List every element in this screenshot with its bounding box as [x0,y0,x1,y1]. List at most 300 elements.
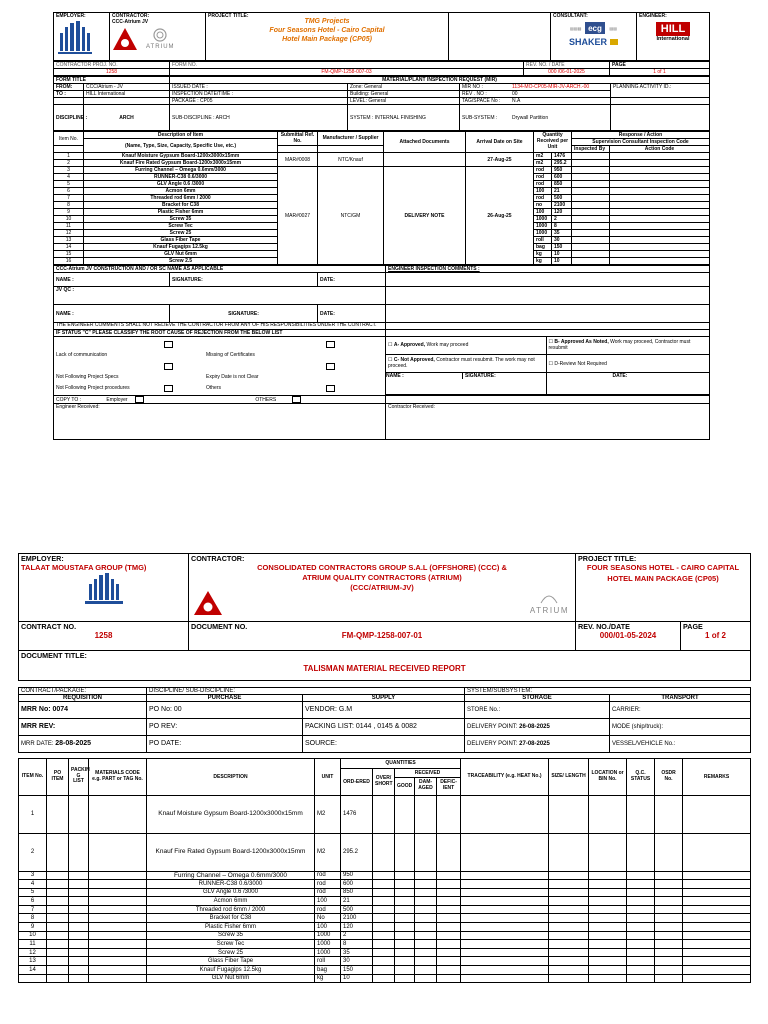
item-ordered: 600 [341,880,373,889]
empty-cell[interactable] [683,931,751,940]
empty-cell[interactable] [395,966,415,975]
item-description: Knauf Moisture Gypsum Board-1200x3000x15mm [147,795,315,833]
empty-cell[interactable] [395,914,415,923]
item-unit: 100 [315,923,341,932]
action-code-cell[interactable] [610,153,710,160]
empty-cell[interactable] [437,888,461,897]
empty-cell[interactable] [373,957,395,966]
item-unit: 1000 [534,216,552,223]
empty-cell[interactable] [627,940,655,949]
table-row [54,167,710,174]
empty-cell[interactable] [395,923,415,932]
empty-cell[interactable] [437,940,461,949]
item-description: Bracket for C38 [84,202,278,209]
empty-cell[interactable] [683,957,751,966]
item-unit: m2 [534,153,552,160]
inspected-by-cell[interactable] [572,258,610,265]
empty-cell[interactable] [437,795,461,833]
item-unit: roll [534,237,552,244]
empty-cell[interactable] [437,974,461,983]
empty-cell[interactable] [549,966,589,975]
item-unit: 1000 [534,223,552,230]
item-ordered: 2 [341,931,373,940]
attached-documents: DELIVERY NOTE [384,167,466,265]
empty-cell[interactable] [415,888,437,897]
empty-cell[interactable] [655,880,683,889]
empty-cell[interactable] [437,905,461,914]
empty-cell[interactable] [683,966,751,975]
item-quantity: 8 [552,223,572,230]
empty-cell[interactable] [437,948,461,957]
item-ordered: 120 [341,923,373,932]
empty-cell[interactable] [373,905,395,914]
empty-cell[interactable] [589,957,627,966]
empty-cell[interactable] [589,966,627,975]
inspected-by-cell[interactable] [572,244,610,251]
empty-cell[interactable] [415,957,437,966]
item-ordered: 850 [341,888,373,897]
item-no: 8 [19,914,47,923]
empty-cell[interactable] [437,957,461,966]
empty-cell[interactable] [549,888,589,897]
item-no: 3 [54,167,84,174]
empty-cell[interactable] [373,795,395,833]
form-title: MATERIAL/PLANT INSPECTION REQUEST (MIR) [170,77,710,84]
inspected-by-cell[interactable] [572,251,610,258]
item-no: 1 [54,153,84,160]
empty-cell[interactable] [373,931,395,940]
approval-status: ☐ A- Approved, Work may proceed ☐ B- Approved As Noted, Work may proceed, Contractor must resubmit ☐ C- Not Approved, Contractor must resubmit. The work may not proceed. ☐ D-Review Not Required NAME : SIGNATURE: DATE: [386,337,710,396]
item-unit: No [315,914,341,923]
empty-cell[interactable] [437,931,461,940]
empty-cell[interactable] [589,905,627,914]
item-no [19,974,47,983]
empty-cell[interactable] [589,871,627,880]
empty-cell[interactable] [461,880,549,889]
tmg-logo-icon [56,19,96,57]
inspected-by-cell[interactable] [572,188,610,195]
empty-cell[interactable] [683,905,751,914]
empty-cell[interactable] [461,966,549,975]
empty-cell[interactable] [655,957,683,966]
empty-cell[interactable] [549,974,589,983]
item-quantity: 30 [552,237,572,244]
item-no: 10 [19,931,47,940]
item-ordered: 1476 [341,795,373,833]
empty-cell[interactable] [461,905,549,914]
action-code-cell[interactable] [610,216,710,223]
empty-cell[interactable] [415,966,437,975]
empty-cell[interactable] [373,974,395,983]
empty-cell[interactable] [655,966,683,975]
empty-cell[interactable] [461,871,549,880]
empty-cell[interactable] [589,974,627,983]
empty-cell[interactable] [373,966,395,975]
action-code-cell[interactable] [610,181,710,188]
empty-cell[interactable] [549,948,589,957]
empty-cell[interactable] [395,957,415,966]
empty-cell[interactable] [683,888,751,897]
empty-cell[interactable] [437,833,461,871]
empty-cell[interactable] [395,905,415,914]
empty-cell[interactable] [415,871,437,880]
checkbox-missing-certificates[interactable] [326,341,335,348]
item-unit: rod [534,167,552,174]
action-code-cell[interactable] [610,188,710,195]
empty-cell[interactable] [627,897,655,906]
item-ordered: 21 [341,897,373,906]
table-row [19,795,751,833]
item-ordered: 30 [341,957,373,966]
action-code-cell[interactable] [610,251,710,258]
empty-cell[interactable] [655,974,683,983]
empty-cell[interactable] [549,931,589,940]
checkbox-not-following-procedures[interactable] [164,385,173,392]
empty-cell[interactable] [627,931,655,940]
checkbox-lack-of-communication[interactable] [164,341,173,348]
action-code-cell[interactable] [610,237,710,244]
item-unit: 100 [534,209,552,216]
empty-cell[interactable] [395,871,415,880]
empty-cell[interactable] [589,880,627,889]
consultant-cell: CONSULTANT: ▤▤▤ ecg ▤▤ SHAKER [551,13,637,61]
empty-cell[interactable] [415,940,437,949]
manufacturer: NTC/Knauf [318,153,384,167]
item-no: 9 [19,923,47,932]
empty-cell[interactable] [373,914,395,923]
checkbox-review-not-required-d[interactable]: ☐ [548,360,555,367]
empty-cell[interactable] [373,871,395,880]
empty-cell[interactable] [589,923,627,932]
item-no: 7 [54,195,84,202]
empty-cell[interactable] [415,905,437,914]
item-description: Plastic Fisher 6mm [147,923,315,932]
empty-cell[interactable] [549,940,589,949]
empty-cell[interactable] [683,914,751,923]
item-no: 2 [19,833,47,871]
empty-cell[interactable] [461,833,549,871]
action-code-cell[interactable] [610,167,710,174]
empty-cell[interactable] [589,931,627,940]
empty-cell[interactable] [627,974,655,983]
empty-cell[interactable] [437,923,461,932]
empty-cell[interactable] [373,880,395,889]
empty-cell[interactable] [373,897,395,906]
empty-cell[interactable] [415,833,437,871]
empty-cell[interactable] [655,914,683,923]
document-title: TALISMAN MATERIAL RECEIVED REPORT [303,663,466,673]
item-no: 6 [54,188,84,195]
empty-cell[interactable] [655,833,683,871]
ccc-logo-icon [112,27,138,51]
empty-cell[interactable] [395,888,415,897]
item-description: Screw Tec [147,940,315,949]
action-code-cell[interactable] [610,223,710,230]
empty-cell[interactable] [589,795,627,833]
item-ordered: 950 [341,871,373,880]
empty-cell[interactable] [437,880,461,889]
empty-cell[interactable] [549,957,589,966]
item-description: Threaded rod 6mm / 2000 [84,195,278,202]
item-description: Screw 25 [84,230,278,237]
action-code-cell[interactable] [610,195,710,202]
item-quantity: 1476 [552,153,572,160]
empty-cell[interactable] [395,948,415,957]
empty-cell[interactable] [415,923,437,932]
item-unit: 1000 [315,948,341,957]
atrium-mark-icon [540,592,558,604]
empty-cell[interactable] [549,871,589,880]
empty-cell[interactable] [627,833,655,871]
checkbox-copy-others[interactable] [292,396,301,403]
mrr-employer-cell: EMPLOYER: TALAAT MOUSTAFA GROUP (TMG) [19,554,189,622]
empty-cell[interactable] [589,833,627,871]
empty-cell[interactable] [627,948,655,957]
empty-cell[interactable] [395,931,415,940]
empty-cell[interactable] [655,905,683,914]
item-unit: rod [534,195,552,202]
empty-cell[interactable] [683,940,751,949]
item-quantity: 600 [552,174,572,181]
empty-cell[interactable] [683,974,751,983]
item-description: Acmon 6mm [84,188,278,195]
inspected-by-cell[interactable] [572,237,610,244]
action-code-cell[interactable] [610,244,710,251]
empty-cell[interactable] [627,914,655,923]
action-code-cell[interactable] [610,209,710,216]
empty-cell[interactable] [655,940,683,949]
empty-cell[interactable] [415,948,437,957]
empty-cell[interactable] [627,923,655,932]
item-description: Plastic Fisher 6mm [84,209,278,216]
item-description: Screw 35 [84,216,278,223]
empty-cell[interactable] [395,974,415,983]
item-no: 12 [54,230,84,237]
action-code-cell[interactable] [610,258,710,265]
empty-cell[interactable] [549,923,589,932]
empty-cell[interactable] [627,966,655,975]
submittal-ref: MAR#0027 [278,167,318,265]
mir-header-table [53,12,710,61]
empty-cell[interactable] [373,948,395,957]
item-unit: 1000 [534,230,552,237]
empty-cell[interactable] [549,897,589,906]
empty-cell[interactable] [415,974,437,983]
empty-cell[interactable] [437,897,461,906]
table-row [19,914,751,923]
empty-cell[interactable] [461,948,549,957]
item-quantity: 950 [552,167,572,174]
item-description: GLV Nut 6mm [147,974,315,983]
empty-cell[interactable] [627,905,655,914]
empty-cell[interactable] [373,833,395,871]
inspected-by-cell[interactable] [572,216,610,223]
empty-cell[interactable] [461,914,549,923]
empty-cell[interactable] [461,923,549,932]
empty-cell[interactable] [415,931,437,940]
item-unit: 1000 [315,931,341,940]
table-row [19,931,751,940]
item-unit: rod [315,880,341,889]
empty-cell[interactable] [589,940,627,949]
table-row [19,880,751,889]
empty-cell[interactable] [683,871,751,880]
inspected-by-cell[interactable] [572,160,610,167]
item-no: 4 [19,880,47,889]
item-unit: bag [534,244,552,251]
item-unit: m2 [534,160,552,167]
empty-cell[interactable] [415,795,437,833]
empty-cell[interactable] [589,948,627,957]
mrr-items-table: ITEM No. PO ITEM PACKIN G LIST MATERIALS CODE e.g. PART or TAG No. DESCRIPTION UNIT QUANTITIES TRACEABILITY (e.g. HEAT No.) SIZE/ LENGTH LOCATION or BIN No. Q.C. STATUS OSDR No. REMARKS ORD-ERED OVER/ SHORT RECEIVED GOOD DAM-AGED DEFIC-IENT 1 Knauf Moisture Gypsum Board-1200x3000x15mm M2 1476 2 Knauf Fire Rated Gypsum Board-1200x3000x15mm M2 295.2 3 Furring Channel – Omega 0.6mm/3000 rod 950 4 RUNNER-C38 0.6/3000 rod 600 5 GLV Angle 0.6 /3000 rod 850 6 Acmon 6mm 100 21 7 Threaded rod 6mm / 2000 rod 500 8 Bracket for C38 No 2100 9 Plastic Fisher 6mm 100 120 10 Screw 35 1000 2 11 Screw Tec 1000 8 12 Screw 25 1000 35 13 Glass Fiber Tape roll 30 14 Knauf Fugagips 12.5kg bag 150 GLV Nut 6mm kg 10 [18,758,751,984]
item-unit: M2 [315,833,341,871]
empty-cell[interactable] [395,940,415,949]
empty-cell[interactable] [461,931,549,940]
item-no: 5 [54,181,84,188]
checkbox-expiry-date[interactable] [326,363,335,370]
table-row [54,153,710,160]
empty-cell[interactable] [683,795,751,833]
inspected-by-cell[interactable] [572,209,610,216]
empty-cell[interactable] [655,931,683,940]
empty-cell[interactable] [549,795,589,833]
empty-cell[interactable] [437,914,461,923]
checkbox-not-following-specs[interactable] [164,363,173,370]
item-unit: kg [315,974,341,983]
action-code-cell[interactable] [610,160,710,167]
empty-cell[interactable] [415,914,437,923]
empty-cell[interactable] [627,888,655,897]
item-no: 1 [19,795,47,833]
empty-cell[interactable] [655,923,683,932]
table-row [19,966,751,975]
empty-cell[interactable] [395,897,415,906]
checkbox-others-cause[interactable] [326,385,335,392]
empty-cell[interactable] [373,888,395,897]
item-no: 12 [19,948,47,957]
empty-cell[interactable] [549,905,589,914]
empty-cell[interactable] [461,940,549,949]
item-unit: bag [315,966,341,975]
item-unit: kg [534,251,552,258]
item-unit: kg [534,258,552,265]
inspected-by-cell[interactable] [572,195,610,202]
checkbox-approved-a[interactable]: ☐ [388,341,394,348]
empty-cell[interactable] [627,880,655,889]
empty-cell[interactable] [655,871,683,880]
item-description: RUNNER-C38 0.6/3000 [84,174,278,181]
empty-cell[interactable] [437,966,461,975]
contractor-cell: CONTRACTOR: CCC-Atrium JV ATRIUM [110,13,206,61]
ecg-logo-icon [584,21,606,35]
empty-cell[interactable] [683,923,751,932]
empty-cell[interactable] [589,888,627,897]
empty-cell[interactable] [549,914,589,923]
table-row [19,948,751,957]
empty-cell[interactable] [415,897,437,906]
empty-cell[interactable] [683,880,751,889]
item-ordered: 150 [341,966,373,975]
item-description: Knauf Moisture Gypsum Board-1200x3000x15mm [84,153,278,160]
empty-cell[interactable] [373,940,395,949]
inspected-by-cell[interactable] [572,153,610,160]
empty-cell[interactable] [683,897,751,906]
empty-cell[interactable] [461,897,549,906]
empty-cell[interactable] [395,880,415,889]
empty-cell[interactable] [461,795,549,833]
action-code-cell[interactable] [610,202,710,209]
empty-cell[interactable] [655,888,683,897]
empty-cell[interactable] [627,871,655,880]
empty-cell[interactable] [549,833,589,871]
empty-cell[interactable] [627,957,655,966]
mrr-summary-table: CONTRACT/PACKAGE: DISCIPLINE/ SUB-DISCIPLINE: SYSTEM/SUBSYSTEM: REQUISITION PURCHASE SUPPLY STORAGE TRANSPORT MRR No: 0074 PO No: 00 VENDOR: G.M STORE No.: CARRIER: MRR REV: PO REV: PACKING LIST: 0144 , 0145 & 0082 DELIVERY POINT: 26-08-2025 MODE (ship/truck): MRR DATE: 28-08-2025 PO DATE: SOURCE: DELIVERY POINT: 27-08-2025 VESSEL/VEHICLE No.: [18,687,751,753]
item-description: Glass Fiber Tape [147,957,315,966]
checkbox-not-approved-c[interactable]: ☐ [388,357,394,363]
empty-cell[interactable] [683,833,751,871]
empty-cell[interactable] [589,897,627,906]
action-code-cell[interactable] [610,230,710,237]
empty-cell[interactable] [655,795,683,833]
empty-cell[interactable] [461,888,549,897]
item-no: 5 [19,888,47,897]
inspected-by-cell[interactable] [572,202,610,209]
item-description: Furring Channel – Omega 0.6mm/3000 [147,871,315,880]
item-ordered: 8 [341,940,373,949]
tmg-logo-icon [79,572,129,606]
inspected-by-cell[interactable] [572,230,610,237]
inspected-by-cell[interactable] [572,223,610,230]
empty-cell[interactable] [549,880,589,889]
item-no: 13 [54,237,84,244]
checkbox-approved-b[interactable]: ☐ [548,338,555,345]
checkbox-copy-employer[interactable] [135,396,144,403]
item-quantity: 295.2 [552,160,572,167]
item-unit: roll [315,957,341,966]
empty-cell[interactable] [589,914,627,923]
item-description: GLV Angle 0.6 /3000 [84,181,278,188]
empty-cell[interactable] [395,795,415,833]
inspected-by-cell[interactable] [572,174,610,181]
empty-cell[interactable] [655,897,683,906]
item-quantity: 120 [552,209,572,216]
empty-cell[interactable] [655,948,683,957]
empty-cell[interactable] [437,871,461,880]
item-description: Furring Channel – Omega 0.6mm/3000 [84,167,278,174]
empty-cell[interactable] [461,957,549,966]
mir-form-page [53,12,709,529]
action-code-cell[interactable] [610,174,710,181]
inspected-by-cell[interactable] [572,181,610,188]
item-description: Knauf Fire Rated Gypsum Board-1200x3000x15mm [147,833,315,871]
item-quantity: 500 [552,195,572,202]
empty-cell[interactable] [415,880,437,889]
item-unit: rod [315,871,341,880]
empty-cell[interactable] [373,923,395,932]
empty-cell[interactable] [461,974,549,983]
empty-cell[interactable] [683,948,751,957]
empty-cell[interactable] [627,795,655,833]
empty-cell[interactable] [395,833,415,871]
engineer-cell: ENGINEER: HILL International [637,13,710,61]
item-no: 9 [54,209,84,216]
item-unit: 1000 [315,940,341,949]
item-description: Screw 35 [147,931,315,940]
item-quantity: 10 [552,258,572,265]
svg-text:ecg: ecg [588,24,603,33]
item-no: 3 [19,871,47,880]
inspected-by-cell[interactable] [572,167,610,174]
